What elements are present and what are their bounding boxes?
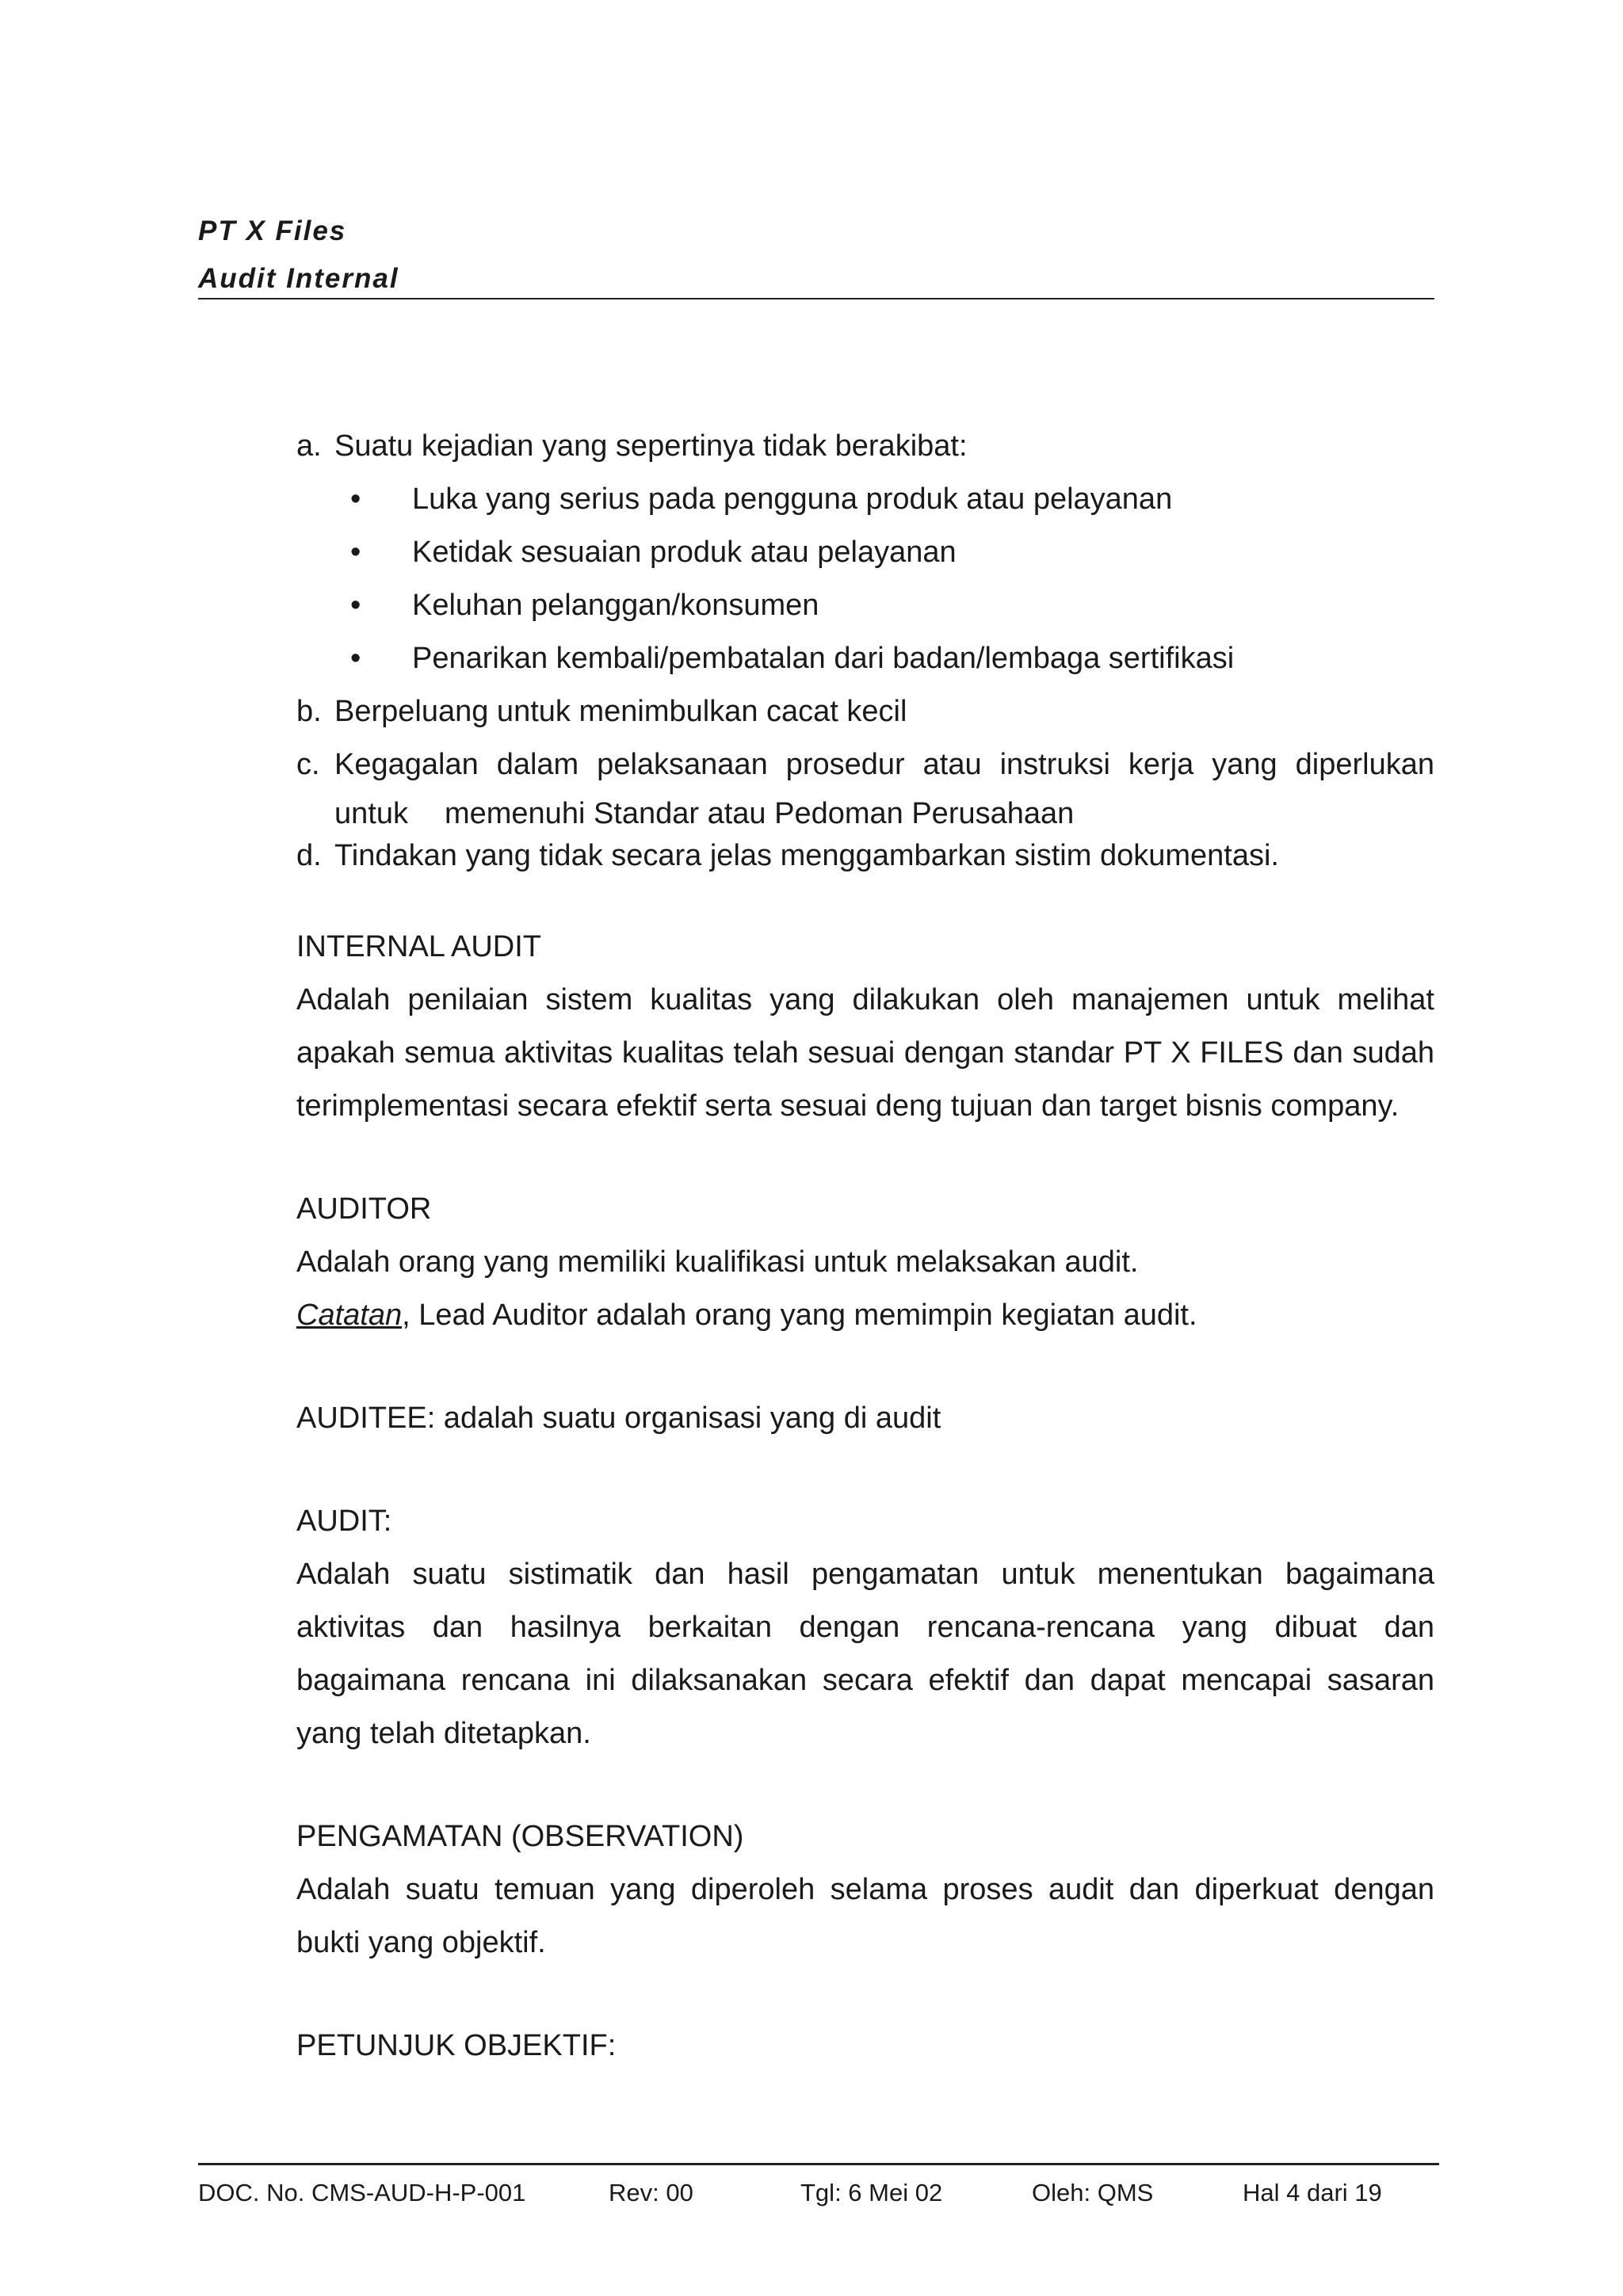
note-label: Catatan: [296, 1299, 403, 1332]
list-item-b: [296, 685, 1434, 738]
list-text: Kegagalan dalam pelaksanaan prosedur atau instruksi kerja yang diperlukan: [334, 748, 1434, 781]
list-marker: d.: [296, 839, 322, 872]
list-text-continuation: [334, 791, 1434, 836]
note-text: , Lead Auditor adalah orang yang memimpin kegiatan audit.: [402, 1299, 1197, 1332]
bullet-item: [296, 632, 1434, 685]
document-title: Audit Internal: [198, 263, 399, 294]
section-title-audit: AUDIT:: [296, 1505, 392, 1538]
auditor-note: [296, 1289, 1434, 1342]
bullet-text: Keluhan pelanggan/konsumen: [412, 589, 819, 622]
bullet-icon: •: [350, 482, 361, 516]
list-marker: a.: [296, 429, 322, 463]
footer-revision: Rev: 00: [609, 2179, 693, 2206]
section-body-auditor: Adalah orang yang memiliki kualifikasi untuk melaksakan audit.: [296, 1245, 1139, 1279]
list-marker: b.: [296, 695, 322, 728]
list-text: Tindakan yang tidak secara jelas menggambarkan sistim dokumentasi.: [334, 839, 1279, 872]
section-title-auditor: AUDITOR: [296, 1192, 432, 1226]
bullet-item: [296, 579, 1434, 632]
list-item-d: [296, 836, 1434, 875]
continuation-word: untuk: [334, 797, 408, 830]
footer-divider: [198, 2163, 1439, 2165]
footer-date: Tgl: 6 Mei 02: [800, 2179, 943, 2206]
section-body-audit: Adalah suatu sistimatik dan hasil pengamatan untuk menentukan bagaimana aktivitas dan hasilnya berkaitan dengan rencana-rencana yang dibuat dan bagaimana rencana ini dilaksanakan secara efektif dan dapat mencapai sasaran yang telah ditetapkan.: [296, 1558, 1434, 1750]
bullet-text: Ketidak sesuaian produk atau pelayanan: [412, 536, 957, 569]
bullet-icon: •: [350, 536, 361, 569]
footer-doc-number: DOC. No. CMS-AUD-H-P-001: [198, 2179, 526, 2206]
footer-author: Oleh: QMS: [1032, 2179, 1154, 2206]
list-marker: c.: [296, 748, 320, 781]
bullet-icon: •: [350, 642, 361, 675]
list-item-c: [296, 738, 1434, 836]
section-body-internal-audit: Adalah penilaian sistem kualitas yang dilakukan oleh manajemen untuk melihat apakah semua aktivitas kualitas telah sesuai dengan standar PT X FILES dan sudah terimplementasi secara efektif serta sesuai deng tujuan dan target bisnis company.: [296, 983, 1434, 1123]
section-title-internal-audit: INTERNAL AUDIT: [296, 930, 541, 963]
bullet-list: [296, 473, 1434, 685]
bullet-icon: •: [350, 589, 361, 622]
bullet-text: Luka yang serius pada pengguna produk atau pelayanan: [412, 482, 1173, 516]
bullet-text: Penarikan kembali/pembatalan dari badan/lembaga sertifikasi: [412, 642, 1235, 675]
list-text: Berpeluang untuk menimbulkan cacat kecil: [334, 695, 907, 728]
document-body: [296, 420, 1434, 2073]
company-name: PT X Files: [198, 215, 347, 246]
list-text: Suatu kejadian yang sepertinya tidak berakibat:: [334, 429, 968, 463]
footer-page-number: Hal 4 dari 19: [1243, 2179, 1382, 2206]
document-header: [198, 208, 1434, 303]
bullet-item: [296, 526, 1434, 579]
list-item-a: [296, 420, 1434, 473]
section-title-observation: PENGAMATAN (OBSERVATION): [296, 1820, 744, 1853]
section-title-objective: PETUNJUK OBJEKTIF:: [296, 2029, 617, 2062]
bullet-item: [296, 473, 1434, 526]
header-divider: [198, 298, 1434, 299]
continuation-text: memenuhi Standar atau Pedoman Perusahaan: [444, 797, 1075, 830]
section-auditee: AUDITEE: adalah suatu organisasi yang di audit: [296, 1402, 941, 1435]
section-body-observation: Adalah suatu temuan yang diperoleh selama proses audit dan diperkuat dengan bukti yang objektif.: [296, 1873, 1434, 1959]
